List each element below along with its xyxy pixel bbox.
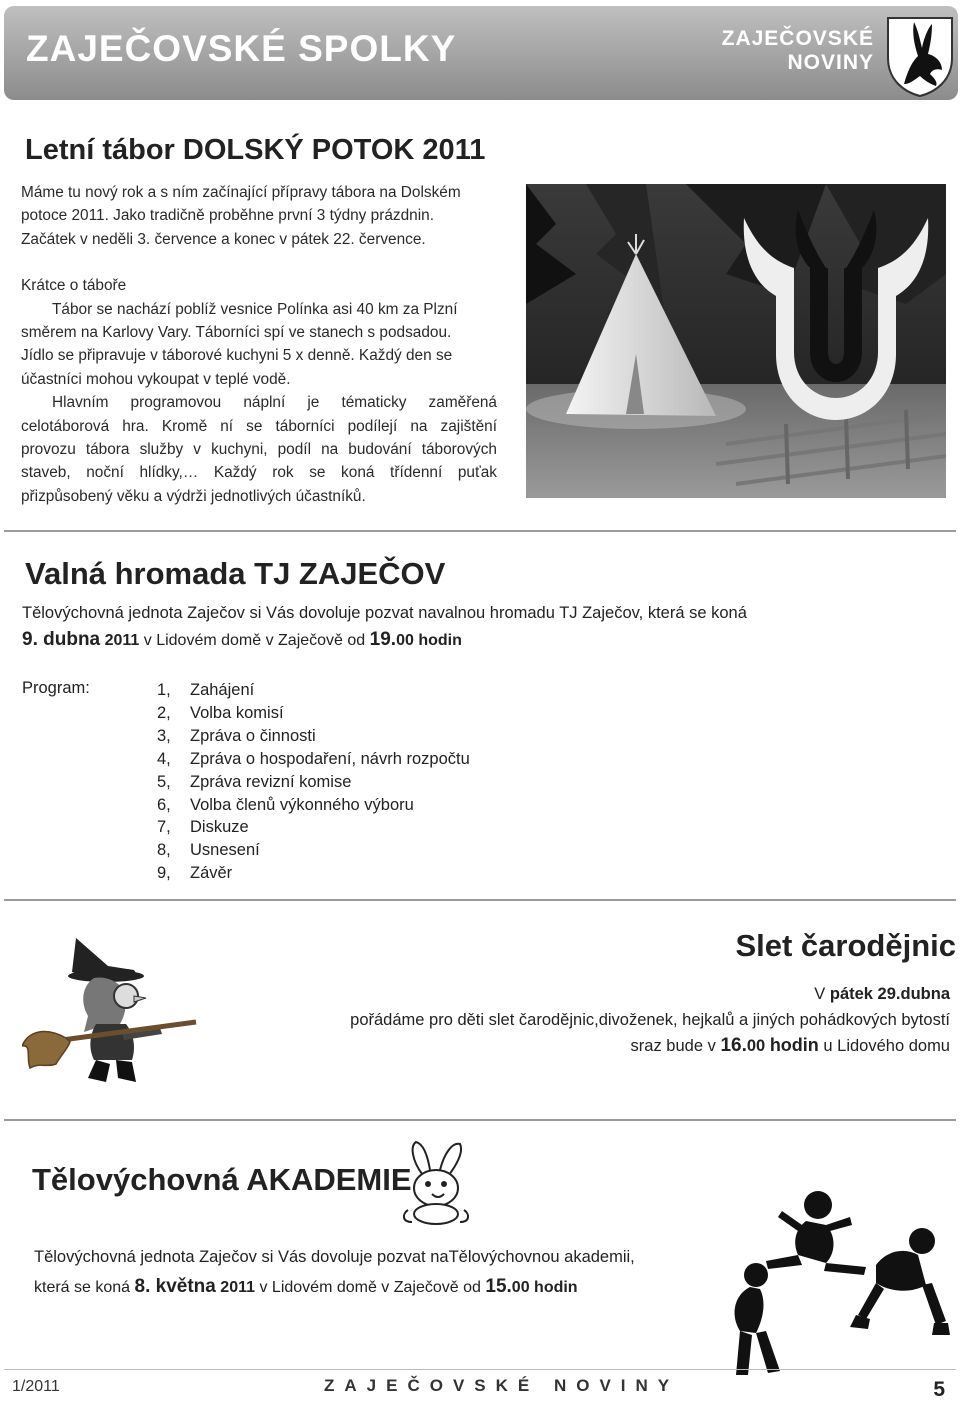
program-item bbox=[157, 725, 470, 748]
witch-on-broom-icon bbox=[22, 936, 200, 1086]
program-item-label: Volba komisí bbox=[190, 703, 284, 722]
witches-meet-time-small: 00 bbox=[746, 1037, 766, 1055]
camp-line: Jídlo se připravuje v táborové kuchyni 5 x denně. Každý den se bbox=[21, 347, 453, 365]
page-title: ZAJEČOVSKÉ SPOLKY bbox=[26, 28, 457, 69]
section-divider bbox=[4, 530, 956, 532]
witches-meet-time-big: 16. bbox=[720, 1035, 747, 1056]
witches-title: Slet čarodějnic bbox=[735, 928, 956, 963]
camp-line: celotáborová hra. Kromě ní se táborníci podílejí na zajištění bbox=[21, 417, 497, 435]
program-item-label: Zpráva revizní komise bbox=[190, 772, 352, 791]
witches-meet-prefix: sraz bude v bbox=[630, 1037, 716, 1055]
camp-line: Máme tu nový rok a s ním začínající přípravy tábora na Dolském bbox=[21, 184, 461, 201]
camp-subheading: Krátce o táboře bbox=[21, 277, 127, 295]
program-item-number: 4, bbox=[157, 749, 171, 768]
program-item-number: 2, bbox=[157, 703, 171, 722]
assembly-invite: Tělovýchovná jednota Zaječov si Vás dovoluje pozvat navalnou hromadu TJ Zaječov, která se koná bbox=[22, 604, 747, 622]
witches-date-bold: pátek 29.dubna bbox=[829, 985, 950, 1003]
program-item-number: 1, bbox=[157, 681, 171, 699]
assembly-time-small: 00 hodin bbox=[396, 632, 462, 649]
academy-year: 2011 bbox=[220, 1279, 256, 1296]
program-item bbox=[157, 862, 470, 885]
program-item bbox=[157, 816, 470, 839]
footer-divider bbox=[4, 1369, 956, 1370]
camp-line: směrem na Karlovy Vary. Táborníci spí ve stanech s podsadou. bbox=[21, 324, 452, 342]
academy-place: v Lidovém domě v Zaječově od bbox=[259, 1279, 481, 1296]
academy-date-big: 8. května bbox=[134, 1276, 216, 1297]
witches-date-prefix: V bbox=[814, 985, 826, 1003]
camp-line: účastníci mohou vykoupat v teplé vodě. bbox=[21, 370, 291, 388]
witches-meet-place: u Lidového domu bbox=[823, 1037, 950, 1055]
camp-line: Hlavním programovou náplní je tématicky zaměřená bbox=[52, 394, 497, 412]
program-item-label: Diskuze bbox=[190, 818, 249, 837]
academy-time-small: 00 hodin bbox=[511, 1279, 578, 1296]
academy-time-big: 15. bbox=[485, 1276, 512, 1297]
assembly-time-big: 19. bbox=[369, 629, 397, 650]
footer-publication-name: ZAJEČOVSKÉ NOVINY bbox=[324, 1376, 680, 1395]
program-item bbox=[157, 839, 470, 862]
camp-line: přizpůsobený věku a výdrži jednotlivých účastníků. bbox=[21, 487, 366, 505]
program-item-label: Zpráva o činnosti bbox=[190, 726, 316, 745]
academy-title: Tělovýchovná AKADEMIE bbox=[32, 1162, 412, 1197]
program-item-number: 7, bbox=[157, 818, 171, 837]
assembly-place: v Lidovém domě v Zaječově od bbox=[143, 632, 366, 649]
brand-line-2: NOVINY bbox=[787, 51, 874, 74]
section-divider bbox=[4, 1119, 956, 1121]
academy-date-prefix: která se koná bbox=[34, 1279, 131, 1296]
program-item-label: Usnesení bbox=[190, 841, 260, 860]
brand-line-1: ZAJEČOVSKÉ bbox=[721, 27, 874, 50]
camp-article bbox=[21, 181, 497, 508]
witches-date bbox=[814, 985, 950, 1004]
program-item-label: Zahájení bbox=[190, 681, 255, 699]
page-number: 5 bbox=[933, 1378, 945, 1401]
academy-invite: Tělovýchovná jednota Zaječov si Vás dovoluje pozvat naTělovýchovnou akademii, bbox=[34, 1248, 635, 1266]
program-item-label: Zpráva o hospodaření, návrh rozpočtu bbox=[190, 749, 470, 768]
program-item-label: Závěr bbox=[190, 864, 233, 883]
camp-line: Začátek v neděli 3. července a konec v pátek 22. července. bbox=[21, 230, 426, 248]
brand-name bbox=[722, 27, 874, 75]
program-item-number: 6, bbox=[157, 795, 171, 814]
footer-issue: 1/2011 bbox=[12, 1378, 60, 1395]
program-item bbox=[157, 679, 470, 702]
camp-line: potoce 2011. Jako tradičně proběhne první 3 týdny prázdnin. bbox=[21, 207, 434, 225]
program-list bbox=[157, 679, 470, 885]
section-divider bbox=[4, 899, 956, 901]
camp-title: Letní tábor DOLSKÝ POTOK 2011 bbox=[25, 134, 486, 166]
leapfrog-kids-icon bbox=[726, 1165, 956, 1381]
teepee-camp-photo-icon bbox=[526, 184, 946, 498]
academy-date bbox=[34, 1276, 578, 1298]
program-item-number: 3, bbox=[157, 726, 171, 745]
program-item-number: 5, bbox=[157, 772, 171, 791]
camp-line: staveb, noční hlídky,… Každý rok se koná třídenní puťak bbox=[21, 464, 497, 482]
assembly-year: 2011 bbox=[104, 632, 140, 649]
assembly-date bbox=[22, 629, 462, 651]
witches-description: pořádáme pro děti slet čarodějnic,divoženek, hejkalů a jiných pohádkových bytostí bbox=[350, 1011, 950, 1029]
program-item bbox=[157, 771, 470, 794]
program-item bbox=[157, 748, 470, 771]
program-item bbox=[157, 702, 470, 725]
witches-meeting bbox=[631, 1035, 950, 1057]
program-item-number: 9, bbox=[157, 864, 171, 883]
witches-meet-hodin: hodin bbox=[769, 1035, 819, 1055]
bunny-icon bbox=[398, 1140, 474, 1226]
camp-line: provozu tábora služby v kuchyni, podíl na budování táborových bbox=[21, 441, 497, 459]
program-item bbox=[157, 794, 470, 817]
camp-line: Tábor se nachází poblíž vesnice Polínka asi 40 km za Plzní bbox=[52, 300, 458, 318]
assembly-title: Valná hromada TJ ZAJEČOV bbox=[25, 556, 446, 591]
program-label: Program: bbox=[22, 679, 90, 697]
program-item-number: 8, bbox=[157, 841, 171, 860]
hare-crest-icon bbox=[884, 14, 956, 98]
program-item-label: Volba členů výkonného výboru bbox=[190, 795, 414, 814]
assembly-date-big: 9. dubna bbox=[22, 629, 101, 650]
